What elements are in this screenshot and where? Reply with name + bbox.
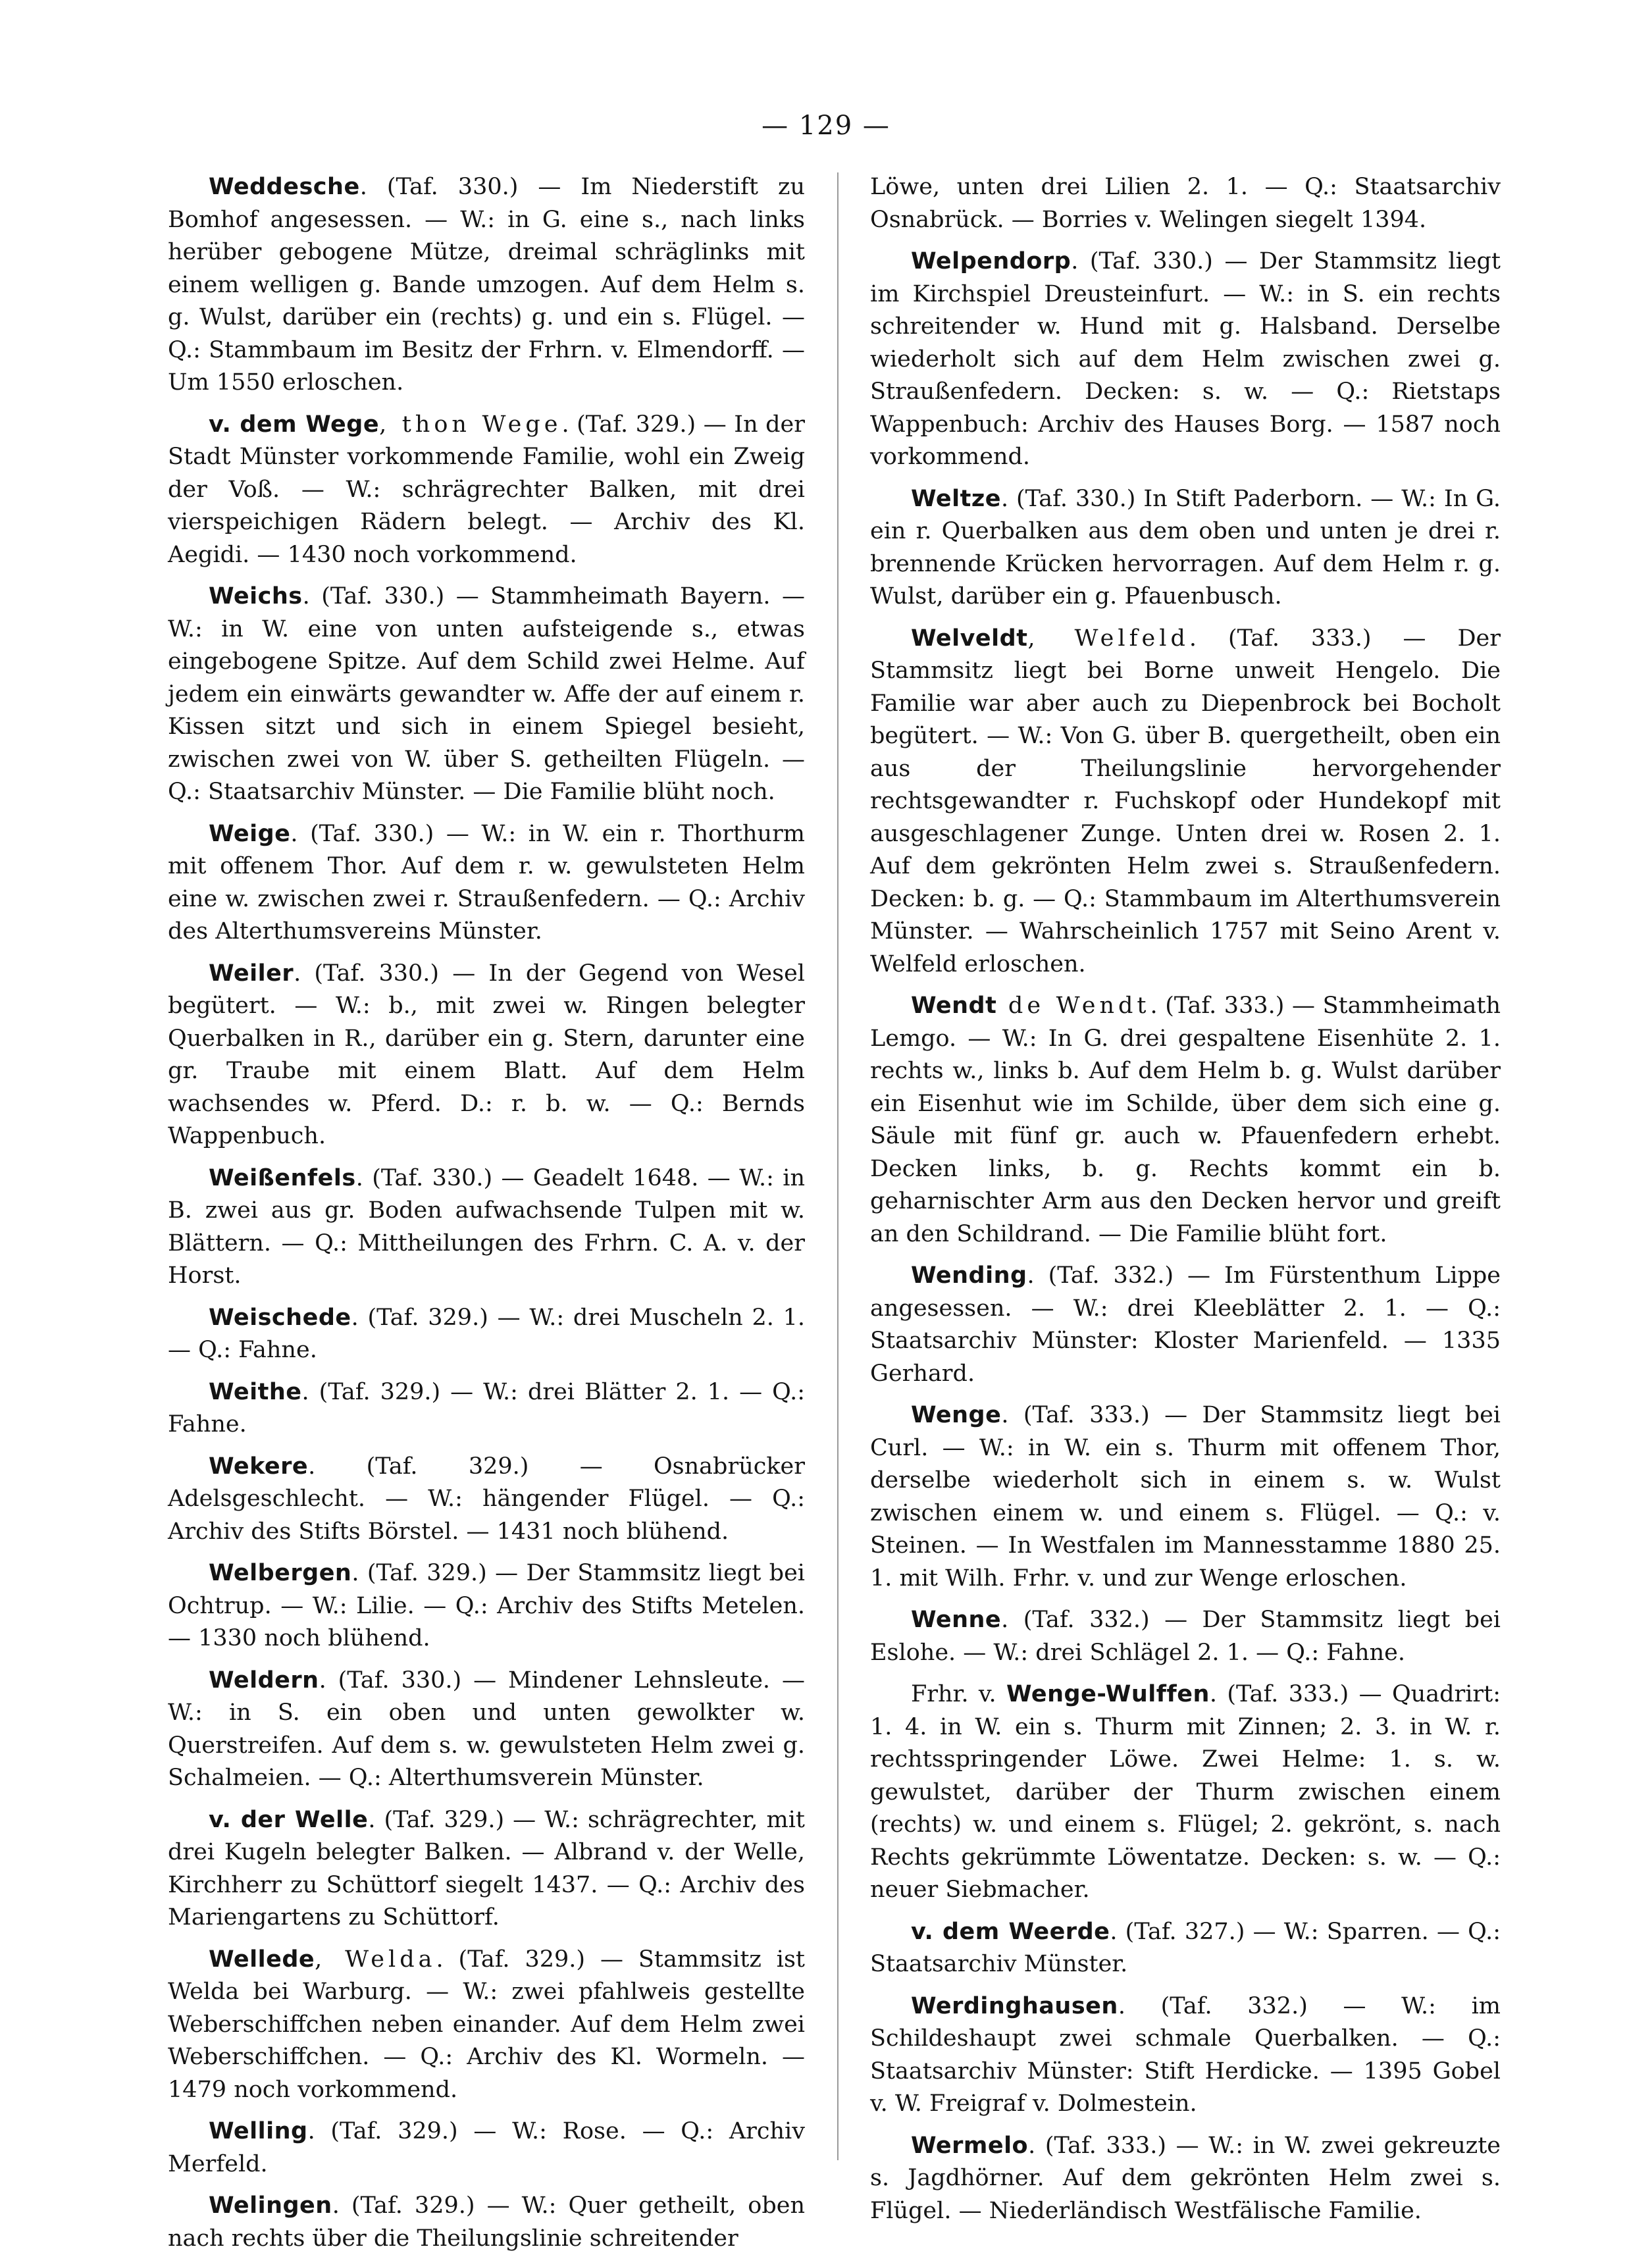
heraldry-entry [870, 483, 1501, 613]
heraldry-entry [870, 1399, 1501, 1595]
heraldry-entry [168, 1302, 805, 1367]
entry-text: . (Taf. 333.) — Stammheimath Lemgo. — W.: In G. drei gespaltene Eisenhüte 2. 1. rechts w., links b. Auf dem Helm b. g. Wulst darüber ein Eisenhut wie im Schilde, über dem sich eine g. Säule mit fünf gr. auch w. Pfauenfedern erhebt. Decken links, b. g. Rechts kommt ein b. geharnischter Arm aus den Decken hervor und greift an den Schildrand. — Die Familie blüht fort. [870, 993, 1501, 1247]
entry-text: . (Taf. 327.) — W.: Sparren. — Q.: Staatsarchiv Münster. [870, 1918, 1501, 1977]
entry-headword: Welpendorp [911, 248, 1071, 274]
heraldry-entry [168, 958, 805, 1153]
right-column [870, 171, 1501, 2227]
entry-text: . (Taf. 332.) — Der Stammsitz liegt bei Eslohe. — W.: drei Schlägel 2. 1. — Q.: Fahne. [870, 1607, 1501, 1666]
entry-text: . (Taf. 329.) — Der Stammsitz liegt bei Ochtrup. — W.: Lilie. — Q.: Archiv des Stifts Metelen. — 1330 noch blühend. [168, 1560, 805, 1651]
entry-text: . (Taf. 330.) — W.: in W. ein r. Thorthurm mit offenem Thor. Auf dem r. w. gewulsteten Helm eine w. zwischen zwei r. Straußenfedern. — Q.: Archiv des Alterthumsvereins Münster. [168, 820, 805, 945]
entry-headword: Werdinghausen [911, 1992, 1118, 2019]
heraldry-entry [168, 171, 805, 400]
entry-headword: Weldern [209, 1667, 319, 1694]
entry-text: . (Taf. 332.) — Im Fürstenthum Lippe angesessen. — W.: drei Kleeblätter 2. 1. — Q.: Staatsarchiv Münster: Kloster Marienfeld. — 1335 Gerhard. [870, 1262, 1501, 1387]
entry-text: . (Taf. 330.) — In der Gegend von Wesel begütert. — W.: b., mit zwei w. Ringen belegter Querbalken in R., darüber ein g. Stern, darunter eine gr. Traube mit einem Blatt. Auf dem Helm wachsendes w. Pferd. D.: r. b. w. — Q.: Bernds Wappenbuch. [168, 960, 805, 1149]
heraldry-entry [168, 1557, 805, 1655]
entry-text: . (Taf. 329.) — Osnabrücker Adelsgeschlecht. — W.: hängender Flügel. — Q.: Archiv des Stifts Börstel. — 1431 noch blühend. [168, 1453, 805, 1545]
heraldry-entry [168, 1804, 805, 1934]
entry-prefix: Frhr. v. [911, 1681, 1007, 1707]
entry-text: . (Taf. 329.) — In der Stadt Münster vorkommende Familie, wohl ein Zweig der Voß. — W.: schrägrechter Balken, mit drei vierspeichigen Rädern belegt. — Archiv des Kl. Aegidi. — 1430 noch vorkommend. [168, 411, 806, 568]
entry-text: . (Taf. 329.) — W.: drei Blätter 2. 1. — Q.: Fahne. [168, 1378, 805, 1438]
entry-headword: Wenge-Wulffen [1006, 1681, 1210, 1707]
entry-text: . (Taf. 330.) — Der Stammsitz liegt im Kirchspiel Dreusteinfurt. — W.: in S. ein rechts schreitender w. Hund mit g. Halsband. Derselbe wiederholt sich auf dem Helm zwischen zwei g. Straußenfedern. Decken: s. w. — Q.: Rietstaps Wappenbuch: Archiv des Hauses Borg. — 1587 noch vorkommend. [870, 248, 1501, 470]
entry-headword: Weichs [209, 583, 303, 609]
entry-headword: Weltze [911, 485, 1001, 512]
heraldry-entry [168, 2115, 805, 2181]
heraldry-entry [870, 1678, 1501, 1907]
entry-text: . (Taf. 330.) — Stammheimath Bayern. — W.: in W. eine von unten aufsteigende s., etwas eingebogene Spitze. Auf dem Schild zwei Helme. Auf jedem ein einwärts gewandter w. Affe der auf einem r. Kissen sitzt und sich in einem Spiegel besieht, zwischen zwei von W. über S. getheilten Flügeln. — Q.: Staatsarchiv Münster. — Die Familie blüht noch. [168, 583, 805, 805]
entry-headword: Wellede [209, 1946, 315, 1973]
entry-headword: Weddesche [209, 174, 360, 200]
entry-headword: Welveldt [911, 625, 1028, 652]
heraldry-entry [168, 581, 805, 809]
heraldry-entry [168, 1376, 805, 1441]
heraldry-entry [168, 1944, 805, 2107]
entry-headword: Wekere [209, 1453, 309, 1480]
heraldry-entry [168, 1665, 805, 1795]
entry-headword: Weischede [209, 1304, 351, 1331]
entry-text: . (Taf. 329.) — W.: Quer getheilt, oben nach rechts über die Theilungslinie schreitender [168, 2192, 805, 2252]
entry-headword: Wenne [911, 1607, 1002, 1633]
entry-text: . (Taf. 333.) — Der Stammsitz liegt bei Borne unweit Hengelo. Die Familie war aber auch zu Diepenbrock bei Bocholt begütert. — W.: Von G. über B. quergetheilt, oben ein aus der Theilungslinie hervorgehender rechtsgewandter r. Fuchskopf oder Hundekopf mit ausgeschlagener Zunge. Unten drei w. Rosen 2. 1. Auf dem gekrönten Helm zwei s. Straußenfedern. Decken: b. g. — Q.: Stammbaum im Alterthumsverein Münster. — Wahrscheinlich 1757 mit Seino Arent v. Welfeld erloschen. [870, 625, 1501, 977]
entry-text: . (Taf. 330.) In Stift Paderborn. — W.: In G. ein r. Querbalken aus dem oben und unten je drei r. brennende Krücken hervorragen. Auf dem Helm r. g. Wulst, darüber ein g. Pfauenbusch. [870, 485, 1501, 609]
entry-variant: , Welda [315, 1946, 436, 1973]
entry-text: . (Taf. 330.) — Mindener Lehnsleute. — W.: in S. ein oben und unten gewolkter w. Querstreifen. Auf dem s. w. gewulsteten Helm zwei g. Schalmeien. — Q.: Alterthumsverein Münster. [168, 1667, 805, 1791]
entry-headword: v. dem Wege [209, 411, 380, 438]
entry-text: . (Taf. 329.) — W.: drei Muscheln 2. 1. — Q.: Fahne. [168, 1304, 805, 1363]
heraldry-entry [870, 171, 1501, 236]
entry-text: . (Taf. 329.) — Stammsitz ist Welda bei Warburg. — W.: zwei pfahlweis gestellte Weberschiffchen neben einander. Auf dem Helm zwei Weberschiffchen. — Q.: Archiv des Kl. Wormeln. — 1479 noch vorkommend. [168, 1946, 805, 2103]
entry-headword: Wending [911, 1262, 1027, 1289]
entry-variant: , thon Wege [379, 411, 562, 438]
entry-headword: Welling [209, 2118, 308, 2144]
entry-headword: Weißenfels [209, 1164, 356, 1191]
entry-text: . (Taf. 333.) — W.: in W. zwei gekreuzte s. Jagdhörner. Auf dem gekrönten Helm zwei s. Flügel. — Niederländisch Westfälische Familie. [870, 2132, 1501, 2224]
entry-text: . (Taf. 329.) — W.: Rose. — Q.: Archiv Merfeld. [168, 2118, 805, 2177]
entry-headword: v. der Welle [209, 1806, 369, 1833]
heraldry-entry [870, 246, 1501, 474]
entry-headword: Welbergen [209, 1560, 352, 1586]
heraldry-entry [870, 1260, 1501, 1390]
page-number: — 129 — [761, 111, 891, 141]
heraldry-entry [168, 1451, 805, 1549]
entry-headword: Wermelo [911, 2132, 1029, 2159]
entry-headword: Weiler [209, 960, 294, 987]
entry-headword: v. dem Weerde [911, 1918, 1110, 1945]
entry-text: . (Taf. 333.) — Quadrirt: 1. 4. in W. ein s. Thurm mit Zinnen; 2. 3. in W. r. rechtsspringender Löwe. Zwei Helme: 1. s. w. gewulstet, darüber der Thurm zwischen einem (rechts) w. und einem s. Flügel; 2. gekrönt, s. nach Rechts gekrümmte Löwentatze. Decken: s. w. — Q.: neuer Siebmacher. [870, 1681, 1501, 1903]
entry-variant: , Welfeld [1027, 625, 1189, 652]
entry-headword: Wenge [911, 1402, 1002, 1428]
column-divider [837, 172, 839, 2160]
heraldry-entry [168, 818, 805, 948]
left-column [168, 171, 805, 2255]
entry-text: . (Taf. 329.) — W.: schrägrechter, mit drei Kugeln belegter Balken. — Albrand v. der Welle, Kirchherr zu Schüttorf siegelt 1437. — Q.: Archiv des Mariengartens zu Schüttorf. [168, 1806, 805, 1931]
entry-headword: Welingen [209, 2192, 332, 2219]
entry-variant: de Wendt [996, 993, 1150, 1019]
entry-text: . (Taf. 333.) — Der Stammsitz liegt bei Curl. — W.: in W. ein s. Thurm mit offenem Thor, derselbe wiederholt sich in einem s. w. Wulst zwischen einem w. und einem s. Flügel. — Q.: v. Steinen. — In Westfalen im Mannesstamme 1880 25. 1. mit Wilh. Frhr. v. und zur Wenge erloschen. [870, 1402, 1501, 1592]
heraldry-entry [870, 1990, 1501, 2121]
entry-headword: Weige [209, 820, 291, 847]
entry-headword: Wendt [911, 993, 997, 1019]
entry-text: Löwe, unten drei Lilien 2. 1. — Q.: Staatsarchiv Osnabrück. — Borries v. Welingen siegelt 1394. [870, 174, 1501, 233]
heraldry-entry [870, 990, 1501, 1251]
heraldry-entry [870, 1604, 1501, 1669]
heraldry-entry [168, 1162, 805, 1293]
entry-text: . (Taf. 330.) — Im Niederstift zu Bomhof angesessen. — W.: in G. eine s., nach links herüber gebogene Mütze, dreimal schräglinks mit einem welligen g. Bande umzogen. Auf dem Helm s. g. Wulst, darüber ein (rechts) g. und ein s. Flügel. — Q.: Stammbaum im Besitz der Frhrn. v. Elmendorff. — Um 1550 erloschen. [168, 174, 805, 396]
heraldry-entry [168, 409, 805, 572]
heraldry-entry [870, 1916, 1501, 1981]
entry-text: . (Taf. 332.) — W.: im Schildeshaupt zwei schmale Querbalken. — Q.: Staatsarchiv Münster: Stift Herdicke. — 1395 Gobel v. W. Freigraf v. Dolmestein. [870, 1992, 1501, 2117]
heraldry-entry [870, 623, 1501, 981]
entry-text: . (Taf. 330.) — Geadelt 1648. — W.: in B. zwei aus gr. Boden aufwachsende Tulpen mit w. Blättern. — Q.: Mittheilungen des Frhrn. C. A. v. der Horst. [168, 1164, 805, 1289]
heraldry-entry [168, 2190, 805, 2255]
entry-headword: Weithe [209, 1378, 302, 1405]
heraldry-entry [870, 2130, 1501, 2228]
